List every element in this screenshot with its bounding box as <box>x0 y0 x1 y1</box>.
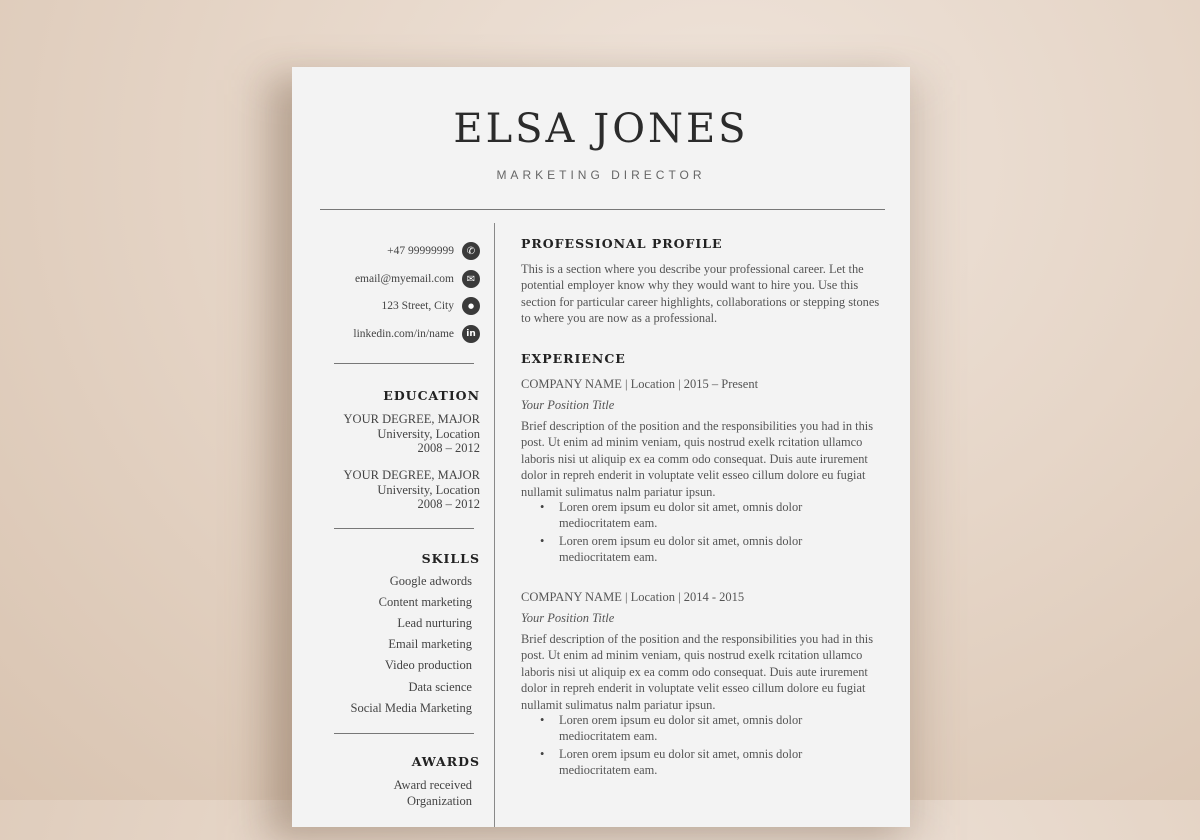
phone-icon: ✆ <box>462 242 480 260</box>
job-bullet: • Loren orem ipsum eu dolor sit amet, omnis dolor mediocritatem eam. <box>559 499 859 532</box>
education-entry <box>344 468 480 512</box>
sidebar-divider <box>334 363 474 364</box>
contact-linkedin-text: linkedin.com/in/name <box>353 328 454 340</box>
education-degree: YOUR DEGREE, MAJOR <box>343 468 480 482</box>
resume-name: ELSA JONES <box>453 106 749 152</box>
skill-item: Email marketing <box>388 637 472 651</box>
header-divider <box>320 209 885 210</box>
contact-address <box>381 297 480 315</box>
location-pin-icon: ● <box>462 297 480 315</box>
column-divider <box>494 223 495 827</box>
job-bullets <box>559 712 859 780</box>
contact-email-text: email@myemail.com <box>354 273 454 285</box>
skill-item: Lead nurturing <box>397 616 472 630</box>
sidebar-divider <box>334 733 474 734</box>
education-school: University, Location <box>377 482 480 497</box>
resume-job-title: MARKETING DIRECTOR <box>496 168 706 182</box>
profile-heading: PROFESSIONAL PROFILE <box>521 236 723 251</box>
education-entry <box>344 412 480 456</box>
job-bullet: • Loren orem ipsum eu dolor sit amet, omnis dolor mediocritatem eam. <box>559 712 859 745</box>
contact-address-text: 123 Street, City <box>381 300 454 312</box>
skill-item: Data science <box>408 680 472 694</box>
awards-heading: AWARDS <box>411 754 480 769</box>
job-bullet: • Loren orem ipsum eu dolor sit amet, omnis dolor mediocritatem eam. <box>559 746 859 779</box>
job-company: COMPANY NAME | Location | 2014 - 2015 <box>521 590 745 604</box>
skill-item: Google adwords <box>389 574 472 588</box>
contact-phone <box>387 242 480 260</box>
award-organization: Organization <box>406 794 472 808</box>
linkedin-icon: in <box>462 325 480 343</box>
contact-email <box>355 270 480 288</box>
job-bullet: • Loren orem ipsum eu dolor sit amet, omnis dolor mediocritatem eam. <box>559 533 859 566</box>
education-years: 2008 – 2012 <box>417 441 480 455</box>
job-bullets <box>559 499 859 567</box>
contact-phone-text: +47 99999999 <box>387 245 454 257</box>
job-company: COMPANY NAME | Location | 2015 – Present <box>521 377 759 391</box>
job-position: Your Position Title <box>521 398 615 412</box>
skills-heading: SKILLS <box>421 551 480 566</box>
award-item: Award received <box>393 778 472 792</box>
job-description: Brief description of the position and the responsibilities you had in this post. Ut enim ad minim veniam, quis nostrud exelk rcitation ullamco laboris nisi ut aliquip ex ea comm odo consequat. Duis aute irurement dolor in repreh enderit in voluptate velit esseo cillum dolore eu fugiat nullamit sulimatus nalm pariatur ipsun. <box>521 632 874 712</box>
experience-heading: EXPERIENCE <box>521 351 626 366</box>
sidebar-divider <box>334 528 474 529</box>
education-degree: YOUR DEGREE, MAJOR <box>343 412 480 426</box>
education-heading: EDUCATION <box>383 388 480 403</box>
education-years: 2008 – 2012 <box>417 497 480 511</box>
resume-page <box>292 67 910 827</box>
contact-linkedin <box>353 325 480 343</box>
envelope-icon: ✉ <box>462 270 480 288</box>
job-description: Brief description of the position and the responsibilities you had in this post. Ut enim ad minim veniam, quis nostrud exelk rcitation ullamco laboris nisi ut aliquip ex ea comm odo consequat. Duis aute irurement dolor in repreh enderit in voluptate velit esseo cillum dolore eu fugiat nullamit sulimatus nalm pariatur ipsun. <box>521 419 874 499</box>
skill-item: Social Media Marketing <box>350 701 472 715</box>
skill-item: Content marketing <box>378 595 472 609</box>
education-school: University, Location <box>377 426 480 441</box>
profile-text: This is a section where you describe your professional career. Let the potential employer know why they would want to hire you. Use this section for particular career highlights, collaborations or stepping stones to where you are now as a professional. <box>521 262 880 326</box>
job-position: Your Position Title <box>521 611 615 625</box>
skill-item: Video production <box>384 658 472 672</box>
